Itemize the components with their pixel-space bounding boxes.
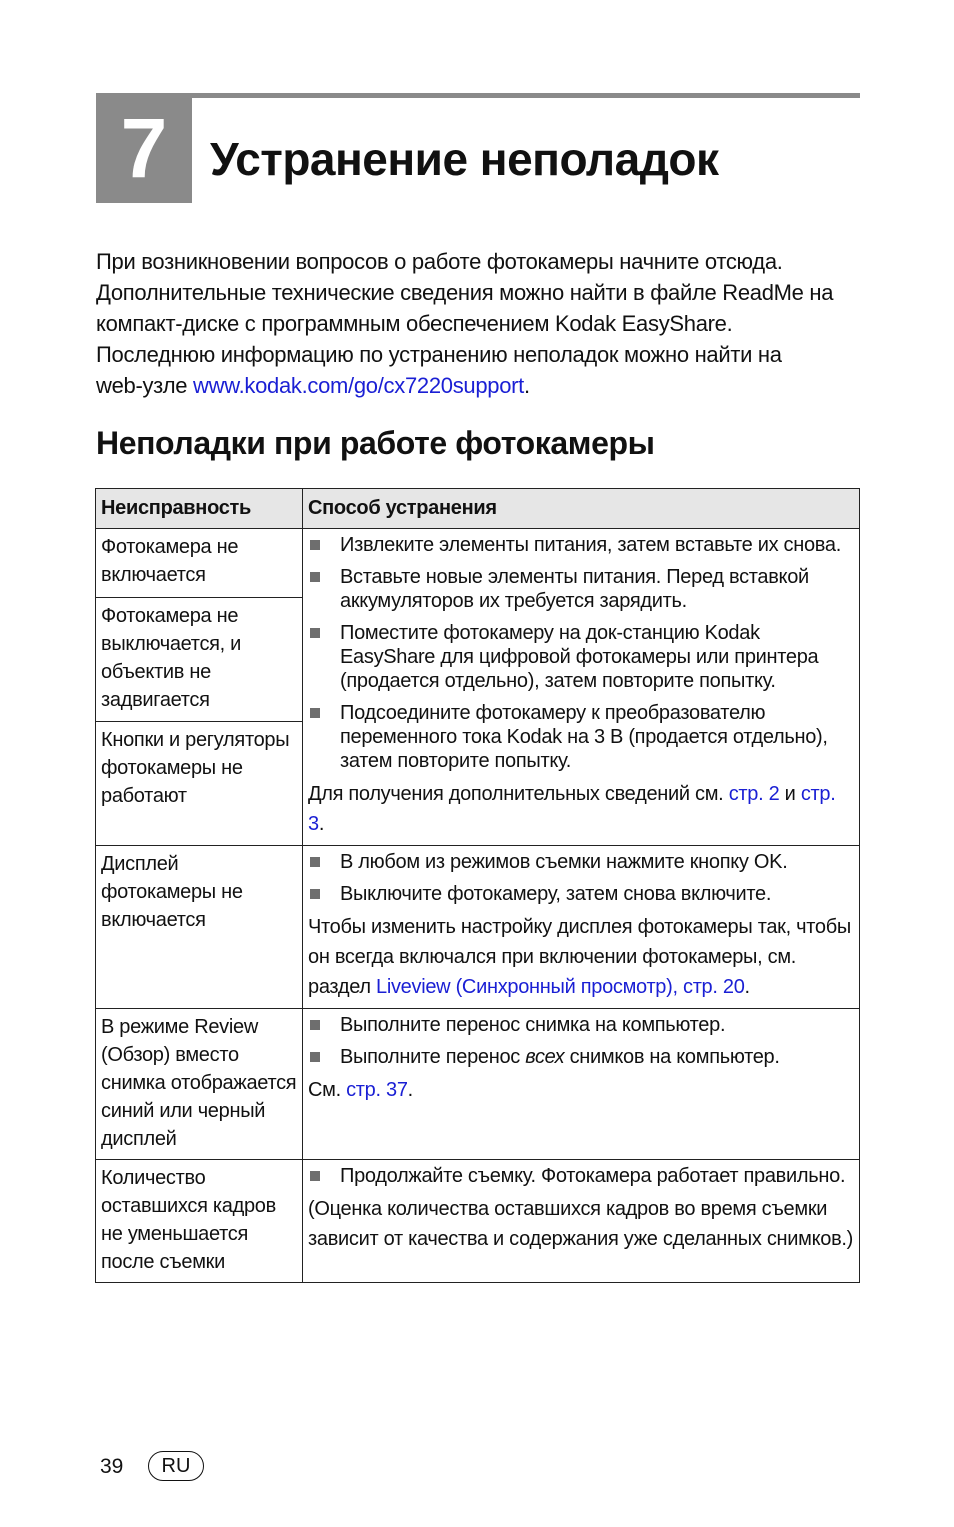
troubleshooting-table (95, 488, 860, 1283)
table-row (96, 1009, 860, 1160)
square-bullet-icon (310, 572, 320, 582)
intro-paragraph (96, 246, 876, 401)
column-header-solution: Способ устранения (303, 489, 860, 529)
solution-text: Выключите фотокамеру, затем снова включите. (340, 883, 772, 905)
problem-text: Фотокамера не выключается, и объектив не задвигается (96, 598, 302, 722)
solution-list (308, 1164, 854, 1188)
solution-note (308, 1075, 854, 1105)
solution-emphasis: всех (525, 1046, 565, 1068)
list-item (308, 1045, 854, 1069)
liveview-page-20-link[interactable]: Liveview (Синхронный просмотр), стр. 20 (376, 976, 745, 998)
note-text: и (779, 783, 801, 805)
square-bullet-icon (310, 708, 320, 718)
list-item (308, 621, 854, 693)
intro-line: При возникновении вопросов о работе фотокамеры начните отсюда. (96, 249, 783, 274)
section-title: Неполадки при работе фотокамеры (96, 425, 655, 461)
square-bullet-icon (310, 540, 320, 550)
page-number: 39 (100, 1455, 124, 1478)
chapter-rule (192, 93, 860, 98)
solution-list (308, 850, 854, 906)
solution-note (308, 912, 854, 1002)
problem-cell: В режиме Review (Обзор) вместо снимка отображается синий или черный дисплей (96, 1009, 303, 1160)
intro-text: . (523, 373, 530, 398)
square-bullet-icon (310, 1171, 320, 1181)
problem-text: Кнопки и регуляторы фотокамеры не работают (101, 729, 290, 807)
solution-text: Поместите фотокамеру на док-станцию Kodak EasyShare для цифровой фотокамеры или принтера (продается отдельно), затем повторите попытку. (340, 622, 819, 692)
intro-line: компакт-диске с программным обеспечением Kodak EasyShare. (96, 311, 733, 336)
solution-text: Выполните перенос (340, 1046, 526, 1068)
note-text: . (318, 813, 325, 835)
solution-cell (303, 846, 860, 1009)
solution-note: (Оценка количества оставшихся кадров во время съемки зависит от качества и содержания уже сделанных снимков.) (308, 1198, 854, 1250)
intro-line (96, 370, 876, 401)
list-item (308, 533, 854, 557)
note-text: . (407, 1079, 413, 1101)
solution-text: В любом из режимов съемки нажмите кнопку OK. (340, 851, 788, 873)
list-item (308, 1013, 854, 1037)
intro-line: Последнюю информацию по устранению неполадок можно найти на (96, 342, 782, 367)
note-text: Для получения дополнительных сведений см. (308, 783, 729, 805)
chapter-title: Устранение неполадок (210, 133, 719, 185)
solution-cell (303, 1009, 860, 1160)
square-bullet-icon (310, 1020, 320, 1030)
solution-text: Выполните перенос снимка на компьютер. (340, 1014, 726, 1036)
list-item (308, 850, 854, 874)
solution-text: Извлеките элементы питания, затем вставьте их снова. (340, 534, 841, 556)
square-bullet-icon (310, 1052, 320, 1062)
solution-list (308, 1013, 854, 1069)
intro-text: web-узле (96, 373, 194, 398)
list-item (308, 882, 854, 906)
solution-cell (303, 1160, 860, 1283)
solution-list (308, 533, 854, 773)
solution-note (308, 779, 854, 839)
language-badge: RU (148, 1451, 204, 1481)
solution-text: Вставьте новые элементы питания. Перед вставкой аккумуляторов их требуется зарядить. (340, 566, 809, 612)
note-text: . (744, 976, 750, 998)
problem-cell: Количество оставшихся кадров не уменьшается после съемки (96, 1160, 303, 1283)
column-header-problem: Неисправность (96, 489, 303, 529)
problem-cell (96, 529, 303, 846)
table-row (96, 529, 860, 846)
list-item (308, 1164, 854, 1188)
chapter-number: 7 (96, 93, 192, 203)
support-url-link[interactable]: www.kodak.com/go/cx7220support (193, 373, 524, 398)
table-header-row (96, 489, 860, 529)
solution-text: Подсоедините фотокамеру к преобразователю переменного тока Kodak на 3 В (продается отдельно), затем повторите попытку. (340, 702, 828, 772)
table-row (96, 1160, 860, 1283)
page-3-link[interactable]: стр. 3 (308, 783, 836, 835)
list-item (308, 565, 854, 613)
intro-line: Дополнительные технические сведения можно найти в файле ReadMe на (96, 280, 834, 305)
square-bullet-icon (310, 857, 320, 867)
square-bullet-icon (310, 628, 320, 638)
page-37-link[interactable]: стр. 37 (346, 1079, 408, 1101)
problem-cell: Дисплей фотокамеры не включается (96, 846, 303, 1009)
solution-cell (303, 529, 860, 846)
solution-text: снимков на компьютер. (564, 1046, 780, 1068)
problem-text: Фотокамера не включается (96, 529, 302, 598)
page-2-link[interactable]: стр. 2 (728, 783, 780, 805)
solution-text: Продолжайте съемку. Фотокамера работает правильно. (340, 1165, 846, 1187)
note-text: Чтобы изменить настройку дисплея фотокамеры так, чтобы он всегда включался при включении фотокамеры, см. раздел (308, 916, 851, 998)
note-text: См. (308, 1079, 347, 1101)
list-item (308, 701, 854, 773)
square-bullet-icon (310, 889, 320, 899)
table-row (96, 846, 860, 1009)
